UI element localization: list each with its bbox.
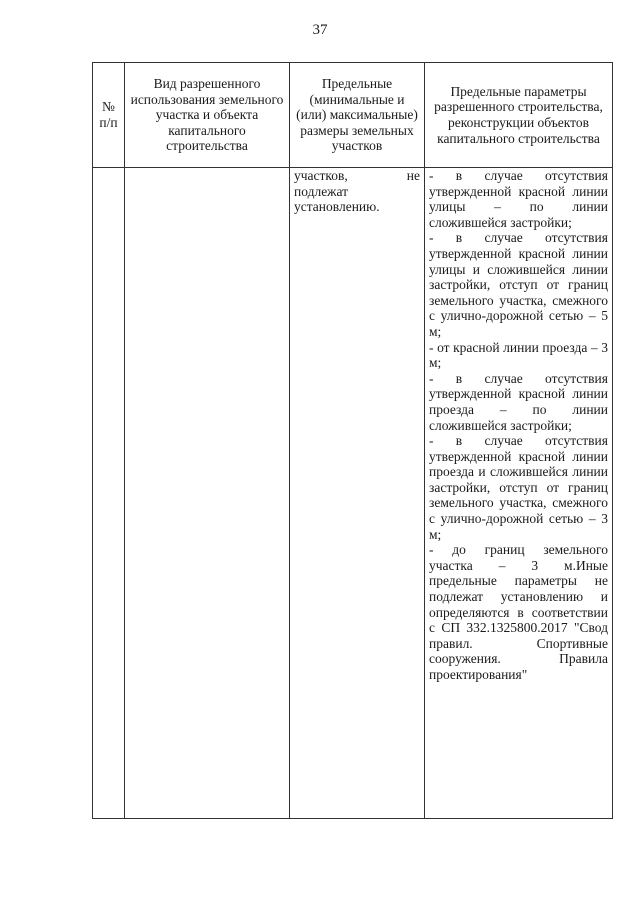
param-item: - до границ земельного участка – 3 м.Иные предельные параметры не подлежат установлению и определяются в соответствии с СП 332.1325800.2017 "Свод правил. Спортивные сооружения. Правила проектирования"	[429, 542, 608, 682]
cell-construction-params	[425, 168, 613, 819]
param-item: - в случае отсутствия утвержденной красной линии проезда – по линии сложившейся застройки;	[429, 370, 608, 433]
param-item: - в случае отсутствия утвержденной красной линии проезда и сложившейся линии застройки, отступ от границ земельного участка, смежного с улично-дорожной сетью – 3 м;	[429, 433, 608, 542]
regulations-table	[92, 62, 613, 819]
param-item: - от красной линии проезда – 3 м;	[429, 339, 608, 371]
param-item: - в случае отсутствия утвержденной красной линии улицы и сложившейся линии застройки, отступ от границ земельного участка, смежного с улично-дорожной сетью – 5 м;	[429, 230, 608, 339]
table-row	[93, 168, 613, 819]
header-construction-params: Предельные параметры разрешенного строительства, реконструкции объектов капитального строительства	[425, 63, 613, 168]
header-num: № п/п	[93, 63, 125, 168]
page-number: 37	[312, 22, 328, 38]
table-header-row	[93, 63, 613, 168]
header-plot-sizes: Предельные (минимальные и (или) максимальные) размеры земельных участков	[290, 63, 425, 168]
cell-plot-sizes: участков, не подлежат установлению.	[290, 168, 425, 819]
header-use-type: Вид разрешенного использования земельного участка и объекта капитального строительства	[125, 63, 290, 168]
param-item: - в случае отсутствия утвержденной красной линии улицы – по линии сложившейся застройки;	[429, 168, 608, 230]
cell-num	[93, 168, 125, 819]
cell-use-type	[125, 168, 290, 819]
